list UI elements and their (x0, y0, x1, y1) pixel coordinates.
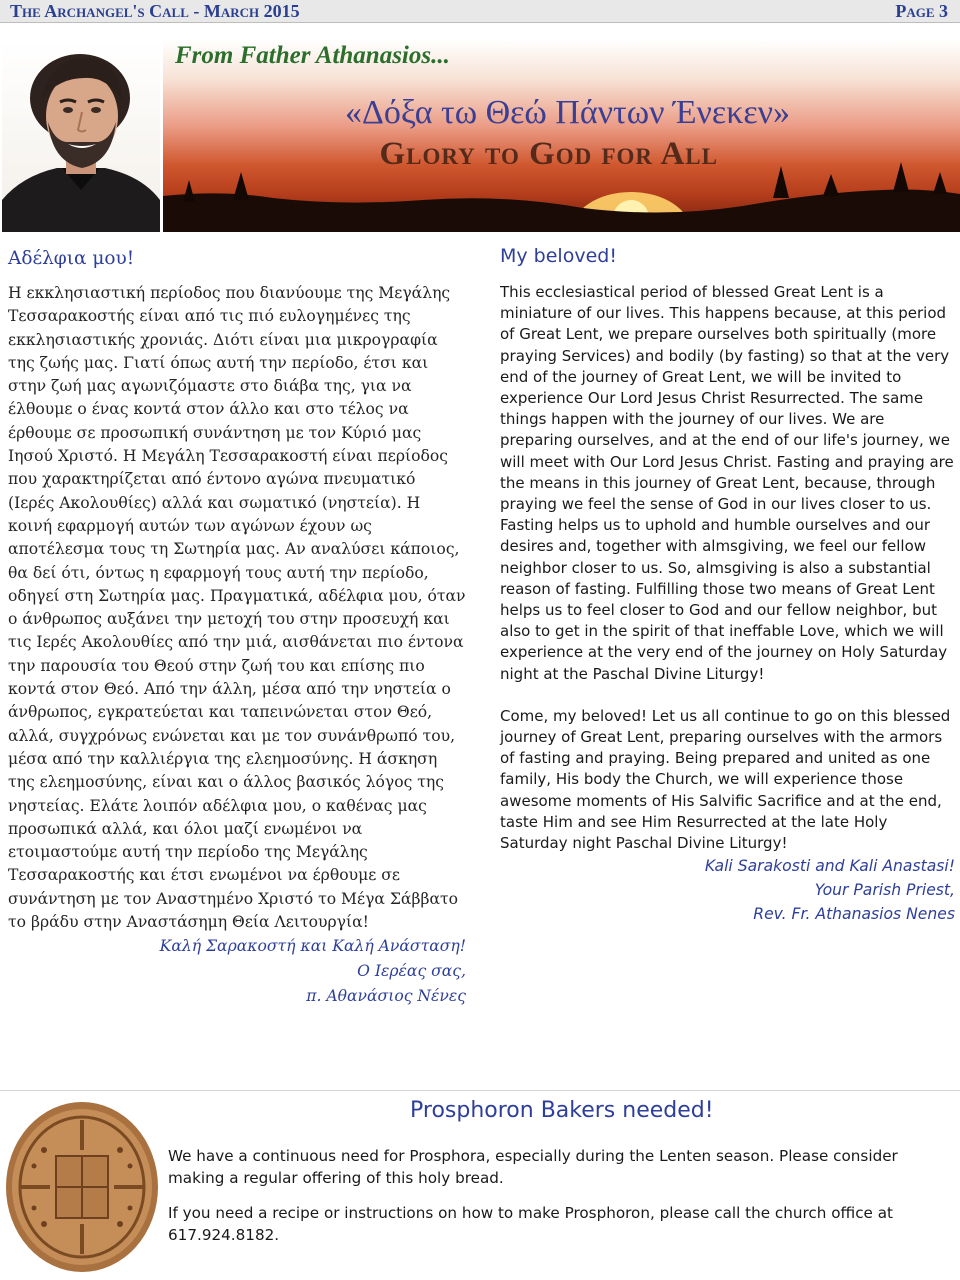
english-sign-line2: Your Parish Priest, (814, 881, 955, 900)
greek-greeting: Αδέλφια μου! (8, 248, 135, 269)
english-paragraph-2: Come, my beloved! Let us all continue to go on this blessed journey of Great Lent, preparing ourselves with the armors of fasting and praying. Being prepared and united as one family, His body the Church, we will experience those awesome moments of His Salvific Sacrifice and at the end, taste Him and see Him Resurrected at the late Holy Saturday night Paschal Divine Liturgy! (500, 706, 951, 853)
english-sign-line3: Rev. Fr. Athanasios Nenes (753, 905, 955, 924)
greek-sign-line1: Καλή Σαρακοστή και Καλή Ανάσταση! (159, 937, 466, 956)
english-greeting: My beloved! (500, 245, 617, 267)
prosphoron-paragraph-1: We have a continuous need for Prosphora, especially during the Lenten season. Please consider making a regular offering of this holy bread. (168, 1147, 898, 1187)
greek-signature (8, 934, 466, 1009)
english-signature (500, 854, 955, 926)
greek-sign-line2: Ο Ιερέας σας, (357, 962, 466, 981)
banner-kicker: From Father Athanasios... (175, 42, 450, 69)
page-header (0, 0, 960, 23)
english-column (500, 243, 955, 926)
banner-title-greek: «Δόξα τω Θεώ Πάντων Ένεκεν» (344, 94, 790, 131)
greek-paragraph: Η εκκλησιαστική περίοδος που διανύουμε της Μεγάλης Τεσσαρακοστής είναι από τις πιό ευλογημένες της εκκλησιαστικής χρονιάς. Διότι είναι μια μικρογραφία της ζωής μας. Γιατί όπως αυτή την περίοδο, έτσι και στην ζωή μας αγωνιζόμαστε στο διάβα της, για να έλθουμε ο ένας κοντά στον άλλο και στο τέλος να έρθουμε σε προσωπική συνάντηση με τον Κύριό μας Ιησού Χριστό. Η Μεγάλη Τεσσαρακοστή είναι περίοδος που χαρακτηρίζεται από έντονο αγώνα πνευματικό (Ιερές Ακολουθίες) αλλά και σωματικό (νηστεία). Η κοινή εφαρμογή αυτών των αγώνων έχουν ως αποτέλεσμα τους τη Σωτηρία μας. Αν αναλύσει κάποιος, θα δεί ότι, όντως η εφαρμογή τους αυτή την περίοδο, οδηγεί στη Σωτηρία μας. Πραγματικά, αδέλφια μου, όταν ο άνθρωπος αυξάνει την μετοχή του στην προσευχή και τις Ιερές Ακολουθίες από την μιά, αισθάνεται πιο έντονα την παρουσία του Θεού στην ζωή του και επίσης πιο κοντά στον Θεό. Από την άλλη, μέσα από την νηστεία ο άνθρωπος, εγκρατεύεται και ταπεινώνεται στον Θεό, αλλά, συγχρόνως ενώνεται και με τον συνάνθρωπό του, μέσα από την καλλιέργια της ελεημοσύνης. Η άσκηση της ελεημοσύνης, είναι και ο άλλος βασικός λόγος της νηστείας. Ελάτε λοιπόν αδέλφια μου, ο καθένας μας προσωπικά αλλά, και όλοι μαζί ενωμένοι να ετοιμαστούμε αυτή την περίοδο της Μεγάλης Τεσσαρακοστής και έτσι ενωμένοι να έρθουμε σε συνάντηση με τον Αναστημένο Χριστό το Μέγα Σάββατο το βράδυ στην Αναστάσημη Θεία Λειτουργία! (8, 284, 466, 932)
banner-title-english: Glory to God for All (379, 136, 718, 172)
prosphoron-paragraph-2: If you need a recipe or instructions on how to make Prosphoron, please call the church office at 617.924.8182. (168, 1204, 893, 1244)
greek-column (8, 246, 466, 1009)
prosphoron-heading: Prosphoron Bakers needed! (410, 1098, 714, 1123)
english-sign-line1: Kali Sarakosti and Kali Anastasi! (704, 857, 955, 876)
newsletter-title: The Archangel's Call - March 2015 (10, 1, 300, 21)
prosphoron-text (168, 1146, 924, 1246)
prosphoron-seal-image (4, 1100, 160, 1274)
page-number: Page 3 (895, 1, 948, 21)
greek-sign-line3: π. Αθανάσιος Νένες (306, 987, 466, 1006)
sunset-banner (163, 40, 960, 232)
section-divider (0, 1090, 960, 1091)
english-paragraph-1: This ecclesiastical period of blessed Great Lent is a miniature of our lives. This happens because, at this period of Great Lent, we prepare ourselves both spiritually (more praying Services) and bodily (by fasting) so that at the very end of the journey of Great Lent, we will be invited to experience Our Lord Jesus Christ Resurrected. The same things happen with the journey of our lives. We are preparing ourselves, and at the end of our life's journey, we will meet with Our Lord Jesus Christ. Fasting and praying are the means in this journey of Great Lent, because, through praying we feel the sense of God in our lives closer to us. Fasting helps us to uphold and humble ourselves and our desires and, together with almsgiving, we feel our fellow neighbor closer to us. So, almsgiving is also a substantial reason of fasting. Fulfilling those two means of Great Lent helps us to feel closer to God and our fellow neighbor, but also to get in the spirit of that ineffable Love, which we will experience at the very end of the journey on Holy Saturday night at the Paschal Divine Liturgy! (500, 283, 954, 683)
priest-portrait-photo (2, 40, 160, 232)
